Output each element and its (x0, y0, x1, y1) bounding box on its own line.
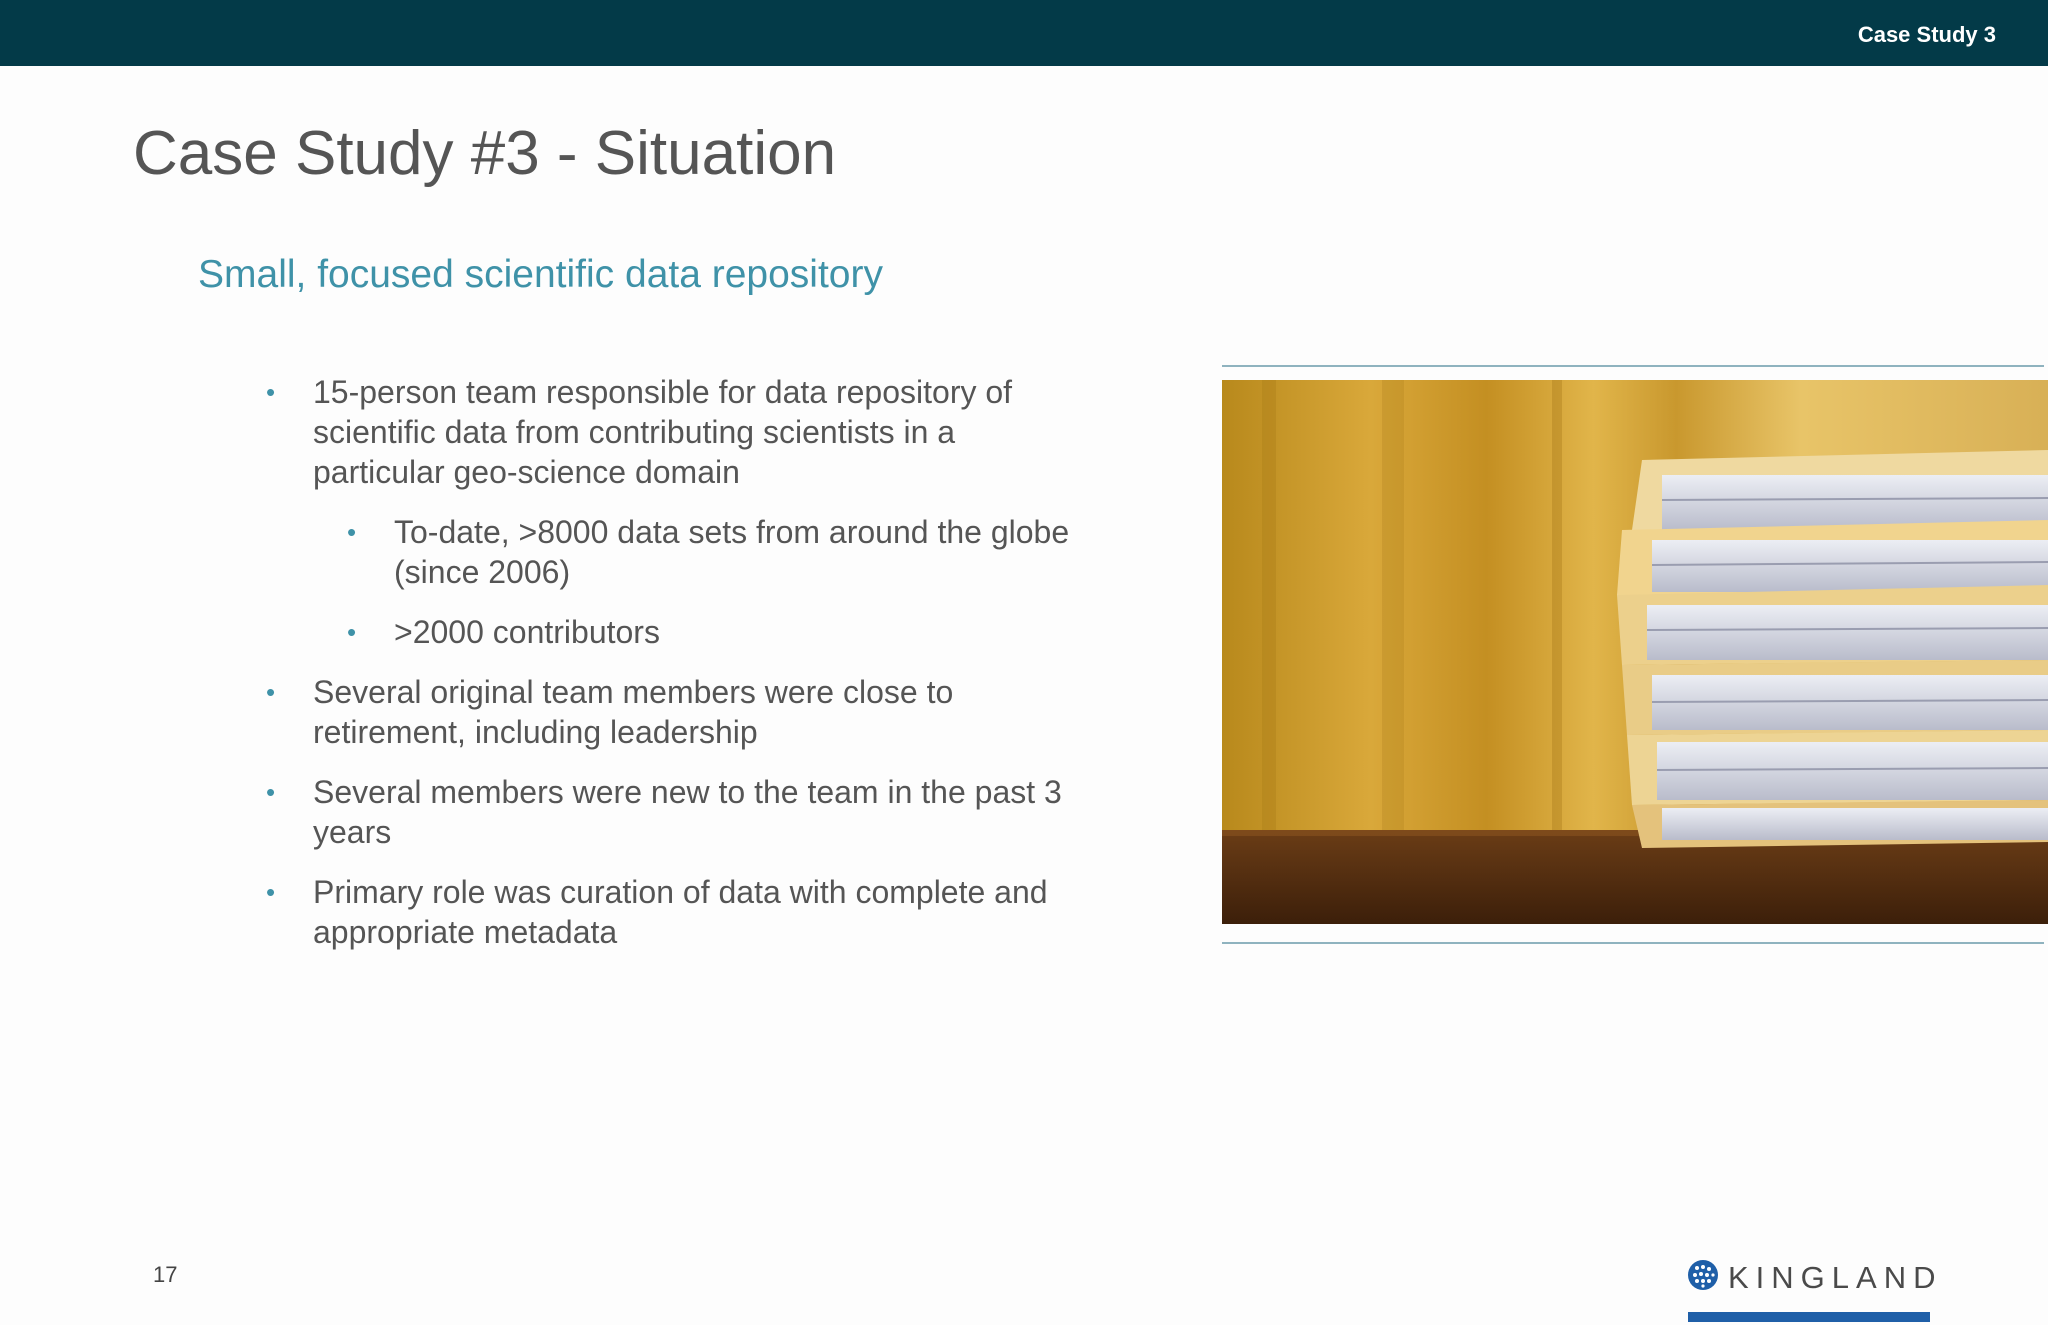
bullet-text: Several members were new to the team in the past 3 years (313, 774, 1062, 850)
sub-bullet-item (0, 512, 1114, 592)
bullet-icon: • (266, 677, 276, 707)
bullet-text: Several original team members were close to retirement, including leadership (313, 674, 954, 750)
bullet-icon: • (266, 877, 276, 907)
file-folders-photo (1222, 380, 2048, 924)
bullet-item (0, 772, 1133, 852)
bullet-list (0, 372, 1140, 952)
bullet-text: To-date, >8000 data sets from around the globe (since 2006) (394, 514, 1070, 590)
kingland-logo (1686, 1254, 1943, 1324)
globe-icon (1686, 1258, 1720, 1292)
bullet-item (0, 372, 1033, 492)
page-number: 17 (153, 1262, 178, 1287)
bullet-icon: • (347, 617, 357, 647)
photo-top-rule (1222, 365, 2044, 367)
bullet-text: 15-person team responsible for data repository of scientific data from contributing scientists in a particular geo-science domain (313, 374, 1013, 490)
bullet-icon: • (347, 517, 357, 547)
header-bar (0, 0, 2048, 66)
logo-wordmark: KINGLAND (1728, 1260, 1943, 1295)
bullet-text: Primary role was curation of data with complete and appropriate metadata (313, 874, 1048, 950)
file-folders-illustration (1222, 380, 2048, 924)
bullet-text: >2000 contributors (394, 614, 660, 650)
logo-underline (1688, 1312, 1930, 1322)
section-label: Case Study 3 (1857, 22, 1996, 47)
bullet-item (0, 872, 1113, 952)
sub-bullet-item (0, 612, 1114, 652)
bullet-icon: • (266, 777, 276, 807)
photo-bottom-rule (1222, 942, 2044, 944)
bullet-item (0, 672, 1033, 752)
slide-title: Case Study #3 - Situation (133, 119, 837, 188)
bullet-icon: • (266, 377, 276, 407)
slide-subtitle: Small, focused scientific data repository (198, 253, 883, 296)
